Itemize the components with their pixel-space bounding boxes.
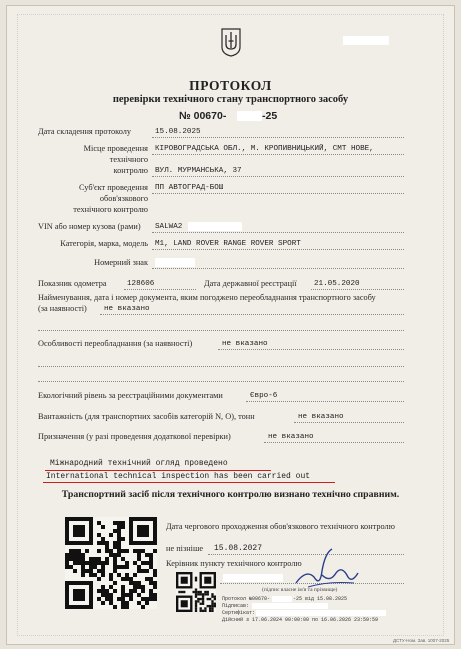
place-label-2: технічного xyxy=(109,155,148,164)
category-value: M1, LAND ROVER RANGE ROVER SPORT xyxy=(155,240,301,248)
divider xyxy=(152,193,404,194)
verdict-text: Транспортний засіб після технічного контролю визнано технічно справним. xyxy=(61,489,400,500)
stamp-line-1: Протокол №00670- xyxy=(222,596,271,602)
divider xyxy=(38,330,404,331)
vin-value: SALWA2 xyxy=(155,223,183,231)
redaction-plate xyxy=(155,258,195,267)
capacity-label: Вантажність (для транспортних засобів категорій N, O), тонн xyxy=(38,412,255,421)
purpose-value: не вказано xyxy=(268,433,314,441)
international-line-en: International technical inspection has been carried out xyxy=(46,472,311,481)
head-label: Керівник пункту технічного контролю xyxy=(166,559,302,568)
place-label-3: контролю xyxy=(113,166,148,175)
next-inspection-date: 15.08.2027 xyxy=(214,544,263,553)
subject-label-1: Суб'єкт проведення xyxy=(78,183,148,192)
qr-code-icon xyxy=(65,517,157,609)
place-value-2: ВУЛ. МУРМАНСЬКА, 37 xyxy=(155,167,242,175)
stamp-line-1b: -25 від 15.08.2025 xyxy=(293,596,348,602)
divider xyxy=(152,249,404,250)
divider xyxy=(294,422,404,423)
divider xyxy=(124,289,196,290)
divider xyxy=(311,289,404,290)
document-subtitle: перевірки технічного стану транспортного засобу xyxy=(112,94,349,105)
vin-label: VIN або номер кузова (рами) xyxy=(38,222,141,231)
signature-icon xyxy=(292,543,362,591)
odometer-label: Показник одометра xyxy=(38,279,107,288)
divider xyxy=(152,154,404,155)
date-value: 15.08.2025 xyxy=(155,128,201,136)
divider xyxy=(152,232,404,233)
trident-icon xyxy=(220,27,242,57)
date-label: Дата складення протоколу xyxy=(38,127,132,136)
next-inspection-label-2: не пізніше xyxy=(166,544,204,553)
stamp-line-3: Сертифікат: xyxy=(222,610,256,616)
divider xyxy=(100,314,404,315)
conversion-doc-label-1: Найменування, дата і номер документа, яким погоджено переобладнання транспортного засобу xyxy=(38,293,376,302)
conversion-features-value: не вказано xyxy=(222,340,268,348)
divider xyxy=(218,349,404,350)
redaction-vin xyxy=(188,222,242,231)
purpose-label: Призначення (у разі проведення додаткової перевірки) xyxy=(38,432,231,441)
subject-label-2: обов'язкового xyxy=(99,194,148,203)
red-underline-en xyxy=(43,482,335,483)
signature-caption: (підпис власне ім'я та прізвище) xyxy=(262,587,338,593)
protocol-number-prefix: № 00670- xyxy=(179,110,227,122)
eco-label: Екологічний рівень за реєстраційними документами xyxy=(38,391,223,400)
plate-label: Номерний знак xyxy=(94,258,148,267)
divider xyxy=(264,442,404,443)
stamp-line-2: Підписав: xyxy=(222,603,250,609)
eco-value: Євро-6 xyxy=(250,392,278,400)
place-label-1: Місце проведення xyxy=(83,144,148,153)
subject-label-3: технічного контролю xyxy=(73,205,148,214)
divider xyxy=(152,137,404,138)
reg-date-value: 21.05.2020 xyxy=(314,280,360,288)
divider xyxy=(152,176,404,177)
odometer-value: 128606 xyxy=(127,280,155,288)
stamp-line-4: Дійсний з 17.06.2024 00:00:00 по 16.06.2026 23:59:59 xyxy=(222,617,379,623)
place-value-1: КІРОВОГРАДСЬКА ОБЛ., М. КРОПИВНИЦЬКИЙ, СМТ НОВЕ, xyxy=(155,145,374,153)
protocol-number-suffix: -25 xyxy=(262,110,278,122)
redaction-certificate xyxy=(256,610,386,616)
divider xyxy=(152,268,404,269)
divider xyxy=(38,366,404,367)
divider xyxy=(38,381,404,382)
redaction-stamp-number xyxy=(272,596,292,602)
conversion-doc-value: не вказано xyxy=(104,305,150,313)
category-label: Категорія, марка, модель xyxy=(60,239,148,248)
subject-value: ПП АВТОГРАД-БОШ xyxy=(155,184,224,192)
divider xyxy=(246,401,404,402)
next-inspection-label-1: Дата чергового проходження обов'язкового технічного контролю xyxy=(166,522,395,531)
footer-code: ДСТУ-Ном. Зав. 1007-2025 xyxy=(393,638,450,643)
redaction-head-name xyxy=(223,574,283,582)
document-title: ПРОТОКОЛ xyxy=(189,78,272,93)
conversion-features-label: Особливості переобладнання (за наявності) xyxy=(38,339,193,348)
capacity-value: не вказано xyxy=(298,413,344,421)
redaction-number xyxy=(237,111,262,121)
reg-date-label: Дата державної реєстрації xyxy=(204,279,297,288)
redaction-top xyxy=(343,36,389,45)
conversion-doc-label-2: (за наявності) xyxy=(38,304,87,313)
international-line-ua: Міжнародний технічний огляд проведено xyxy=(50,459,228,468)
redaction-signer xyxy=(252,603,328,609)
qr-code-small-icon xyxy=(176,572,216,612)
